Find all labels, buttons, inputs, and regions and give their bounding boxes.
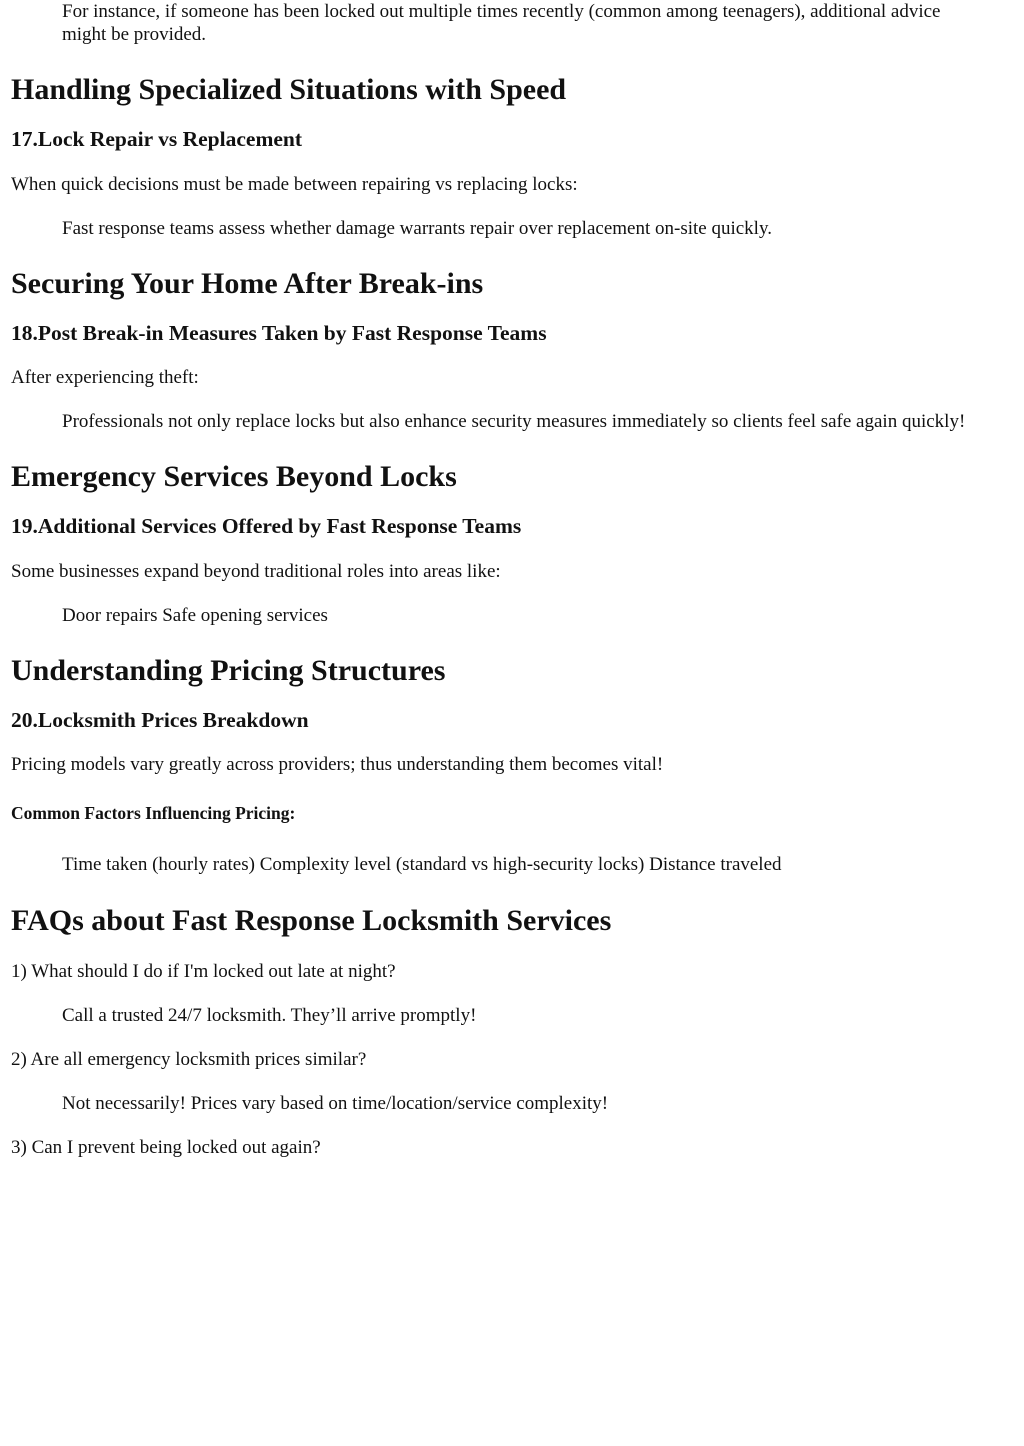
indented-pricing-factors: Time taken (hourly rates) Complexity level (standard vs high-security locks) Distance traveled [62,854,782,875]
lead-lock-repair: When quick decisions must be made between repairing vs replacing locks: [11,174,578,195]
subheading-post-break-in: 18.Post Break-in Measures Taken by Fast Response Teams [11,321,547,345]
intro-paragraph: For instance, if someone has been locked out multiple times recently (common among teenagers), additional advice might be provided. [62,1,941,45]
faq-question-1: 1) What should I do if I'm locked out late at night? [11,961,396,982]
indented-additional-services: Door repairs Safe opening services [62,605,328,626]
subheading-prices-breakdown: 20.Locksmith Prices Breakdown [11,708,309,732]
faq-question-3: 3) Can I prevent being locked out again? [11,1137,321,1158]
heading-specialized-situations: Handling Specialized Situations with Speed [11,73,567,106]
faq-answer-1: Call a trusted 24/7 locksmith. They’ll arrive promptly! [62,1005,477,1026]
document-page [11,0,1011,1159]
heading-emergency-services: Emergency Services Beyond Locks [11,460,457,493]
heading-break-ins: Securing Your Home After Break-ins [11,267,484,300]
heading-pricing-factors: Common Factors Influencing Pricing: [11,803,296,823]
faq-answer-2: Not necessarily! Prices vary based on time/location/service complexity! [62,1093,609,1114]
lead-additional-services: Some businesses expand beyond traditional roles into areas like: [11,561,501,582]
lead-prices-breakdown: Pricing models vary greatly across providers; thus understanding them becomes vital! [11,754,664,775]
indented-lock-repair: Fast response teams assess whether damage warrants repair over replacement on-site quickly. [62,218,772,239]
heading-faqs: FAQs about Fast Response Locksmith Services [11,904,612,937]
indented-post-break-in: Professionals not only replace locks but also enhance security measures immediately so clients feel safe again quickly! [62,411,966,432]
lead-post-break-in: After experiencing theft: [11,367,199,388]
heading-pricing-structures: Understanding Pricing Structures [11,654,446,687]
subheading-additional-services: 19.Additional Services Offered by Fast Response Teams [11,514,522,538]
faq-question-2: 2) Are all emergency locksmith prices similar? [11,1049,367,1070]
subheading-lock-repair: 17.Lock Repair vs Replacement [11,127,303,151]
